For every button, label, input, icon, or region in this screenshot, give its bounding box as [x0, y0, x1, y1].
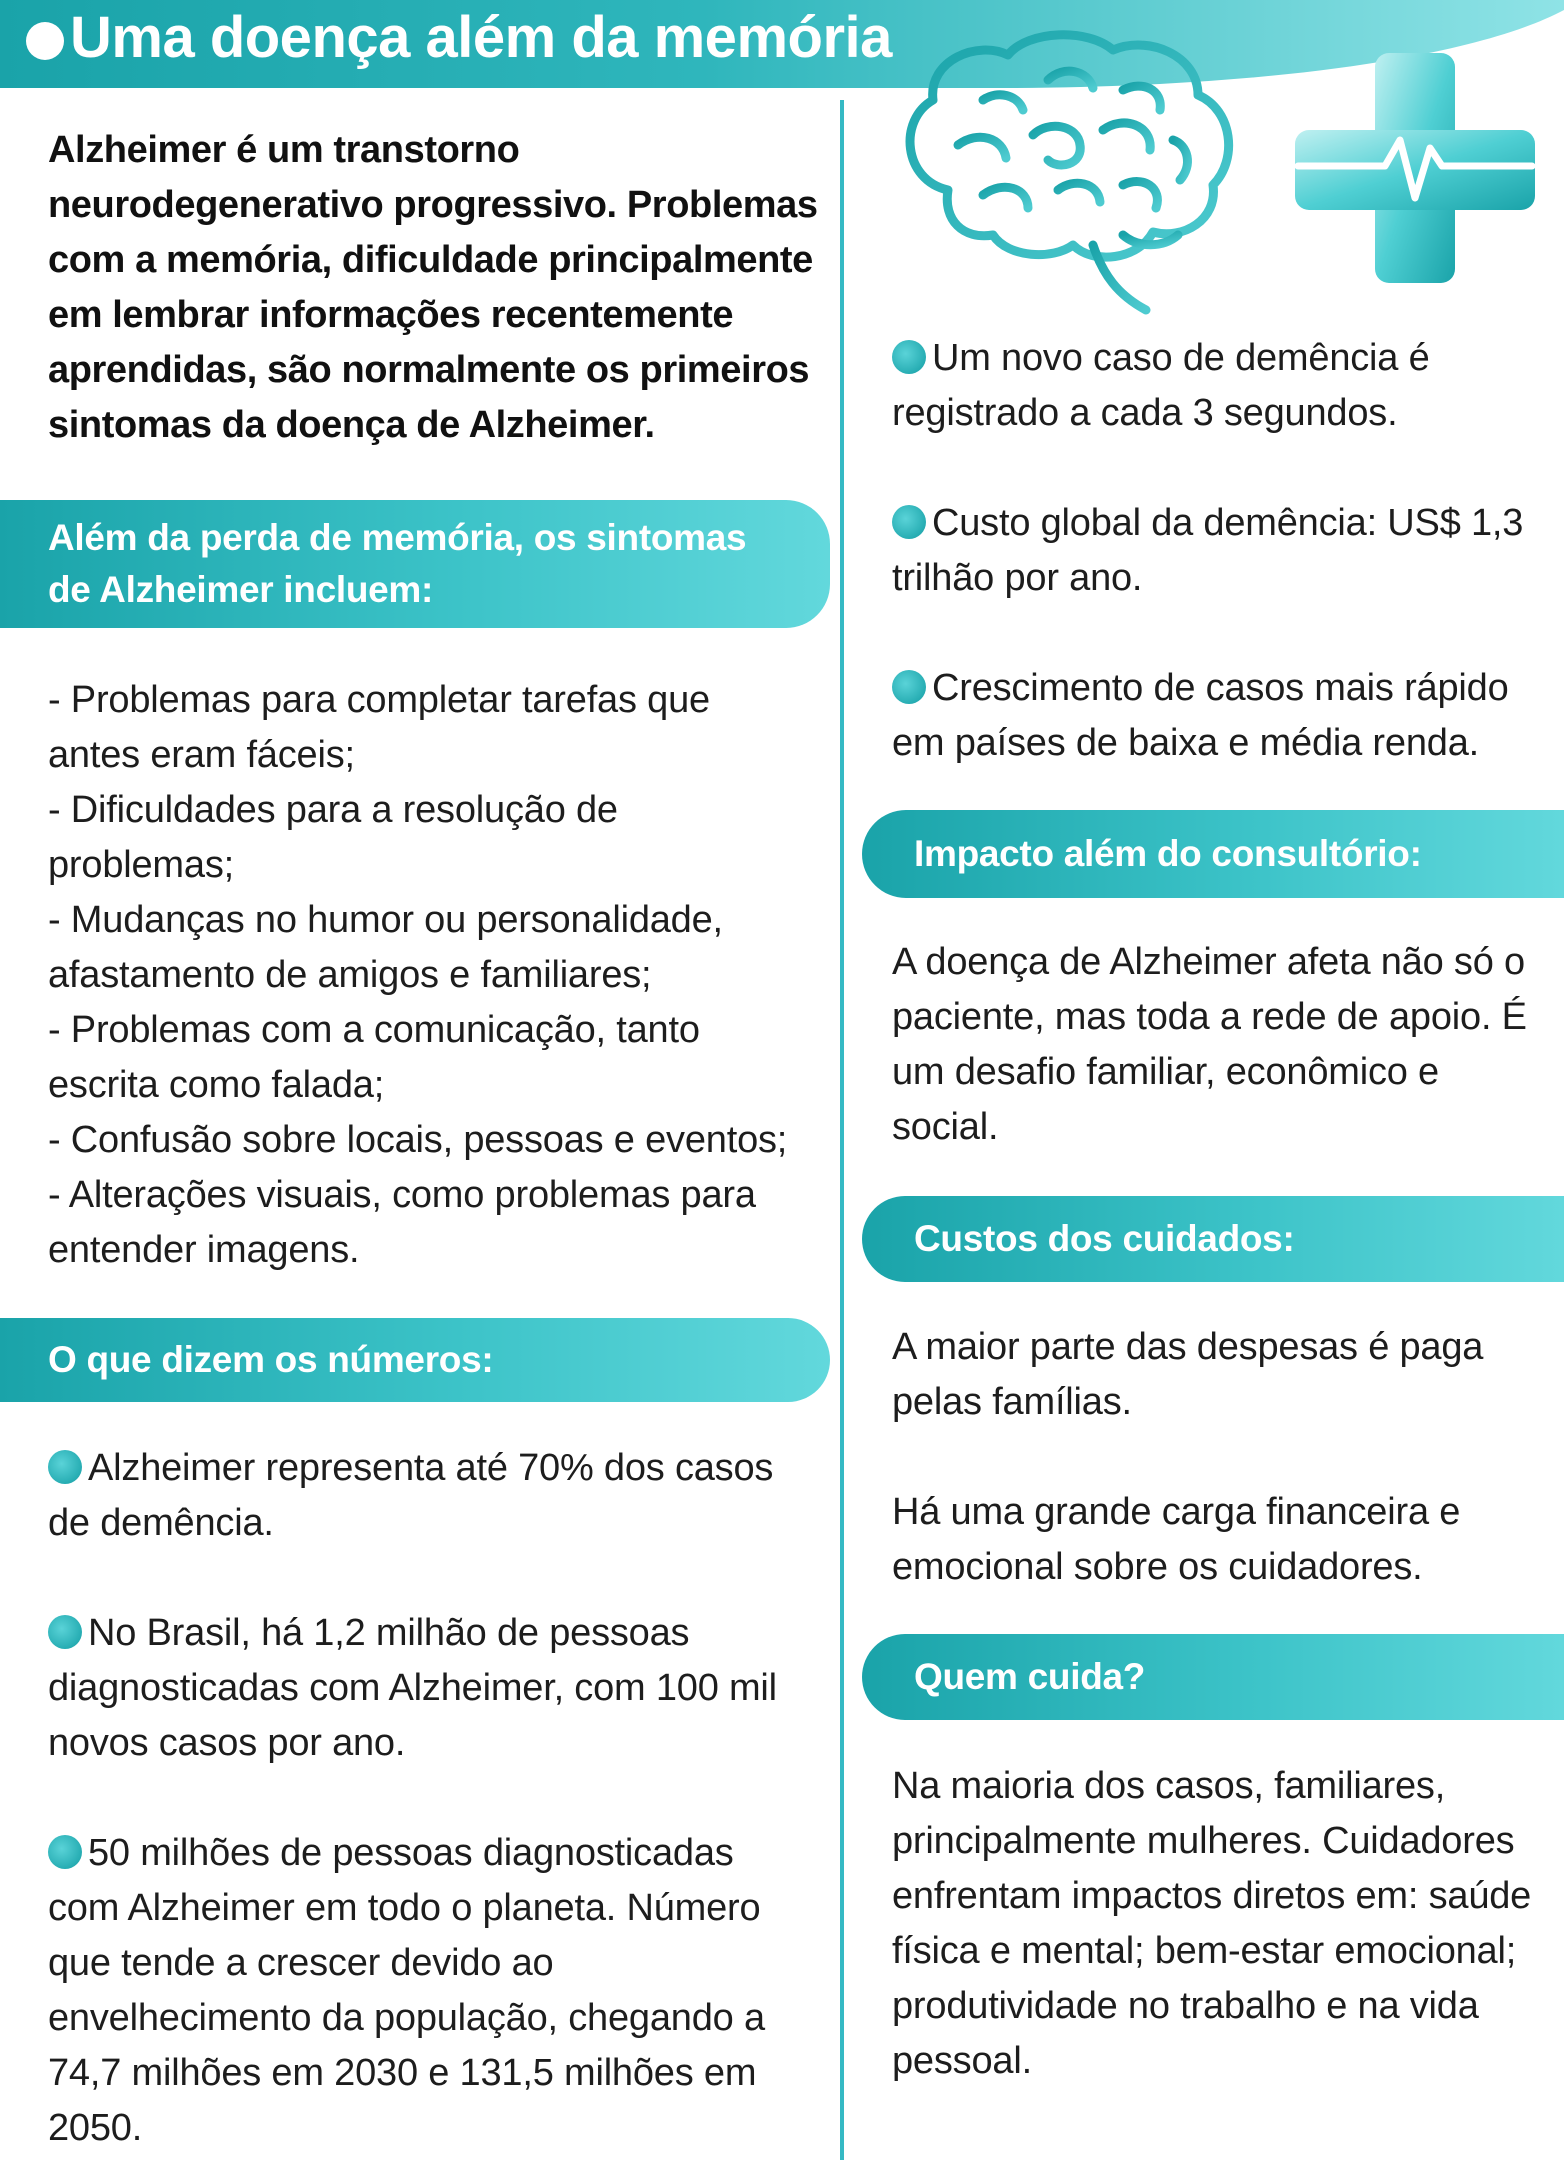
bullet-dot-icon	[892, 505, 926, 539]
facts-item-line: Um novo caso de demência é	[932, 337, 1430, 379]
page-title: Uma doença além da memória	[70, 5, 892, 70]
symptoms-list	[48, 673, 787, 1278]
symptom-line: entender imagens.	[48, 1229, 360, 1271]
facts-item-line: Crescimento de casos mais rápido	[932, 667, 1509, 709]
numbers-item-line: 74,7 milhões em 2030 e 131,5 milhões em	[48, 2052, 757, 2094]
costs-paragraph-1	[892, 1320, 1483, 1430]
impact-paragraph	[892, 935, 1527, 1155]
facts-item-2	[892, 496, 1523, 606]
numbers-item-1	[48, 1441, 773, 1551]
intro-line: aprendidas, são normalmente os primeiros	[48, 349, 810, 391]
numbers-item-line: diagnosticadas com Alzheimer, com 100 mil	[48, 1667, 777, 1709]
symptom-line: antes eram fáceis;	[48, 734, 355, 776]
column-divider	[840, 100, 844, 2160]
impact-heading-text: Impacto além do consultório:	[914, 833, 1422, 874]
numbers-item-line: envelhecimento da população, chegando a	[48, 1997, 765, 2039]
symptom-line: escrita como falada;	[48, 1064, 385, 1106]
facts-item-3	[892, 661, 1509, 771]
symptom-line: - Mudanças no humor ou personalidade,	[48, 899, 723, 941]
caregivers-paragraph	[892, 1759, 1531, 2089]
numbers-heading	[0, 1318, 830, 1402]
bullet-dot-icon	[892, 670, 926, 704]
impact-heading	[862, 810, 1564, 898]
intro-line: sintomas da doença de Alzheimer.	[48, 404, 655, 446]
symptom-line: - Alterações visuais, como problemas para	[48, 1174, 756, 1216]
intro-paragraph	[48, 123, 818, 453]
medical-cross-icon	[1290, 48, 1540, 288]
intro-line: com a memória, dificuldade principalmente	[48, 239, 813, 281]
caregivers-heading-text: Quem cuida?	[914, 1656, 1146, 1697]
brain-icon	[888, 20, 1248, 320]
symptom-line: afastamento de amigos e familiares;	[48, 954, 652, 996]
symptom-line: - Problemas para completar tarefas que	[48, 679, 710, 721]
costs-heading-text: Custos dos cuidados:	[914, 1218, 1295, 1259]
costs-line: pelas famílias.	[892, 1381, 1132, 1423]
bullet-dot-icon	[48, 1450, 82, 1484]
symptom-line: problemas;	[48, 844, 234, 886]
bullet-dot-icon	[48, 1615, 82, 1649]
numbers-item-2	[48, 1606, 777, 1771]
caregivers-line: enfrentam impactos diretos em: saúde	[892, 1875, 1532, 1917]
costs-paragraph-2	[892, 1485, 1460, 1595]
numbers-item-line: 50 milhões de pessoas diagnosticadas	[88, 1832, 734, 1874]
bullet-dot-icon	[892, 340, 926, 374]
symptoms-heading-line: de Alzheimer incluem:	[48, 569, 434, 610]
symptoms-heading-line: Além da perda de memória, os sintomas	[48, 517, 747, 558]
symptom-line: - Dificuldades para a resolução de	[48, 789, 618, 831]
costs-heading	[862, 1196, 1564, 1282]
symptom-line: - Problemas com a comunicação, tanto	[48, 1009, 700, 1051]
numbers-item-line: 2050.	[48, 2107, 143, 2149]
numbers-item-line: que tende a crescer devido ao	[48, 1942, 554, 1984]
facts-item-line: trilhão por ano.	[892, 557, 1143, 599]
caregivers-line: física e mental; bem-estar emocional;	[892, 1930, 1517, 1972]
numbers-item-line: Alzheimer representa até 70% dos casos	[88, 1447, 774, 1489]
costs-line: Há uma grande carga financeira e	[892, 1491, 1461, 1533]
costs-line: A maior parte das despesas é paga	[892, 1326, 1484, 1368]
bullet-dot-icon	[48, 1835, 82, 1869]
impact-line: paciente, mas toda a rede de apoio. É	[892, 996, 1527, 1038]
facts-item-line: registrado a cada 3 segundos.	[892, 392, 1398, 434]
caregivers-heading	[862, 1634, 1564, 1720]
numbers-item-line: de demência.	[48, 1502, 274, 1544]
caregivers-line: pessoal.	[892, 2040, 1032, 2082]
intro-line: em lembrar informações recentemente	[48, 294, 734, 336]
intro-line: neurodegenerativo progressivo. Problemas	[48, 184, 818, 226]
caregivers-line: principalmente mulheres. Cuidadores	[892, 1820, 1515, 1862]
symptoms-heading	[0, 500, 830, 628]
symptom-line: - Confusão sobre locais, pessoas e eventos;	[48, 1119, 788, 1161]
facts-item-line: Custo global da demência: US$ 1,3	[932, 502, 1524, 544]
impact-line: A doença de Alzheimer afeta não só o	[892, 941, 1525, 983]
facts-item-1	[892, 331, 1430, 441]
caregivers-line: Na maioria dos casos, familiares,	[892, 1765, 1446, 1807]
impact-line: social.	[892, 1106, 999, 1148]
facts-item-line: em países de baixa e média renda.	[892, 722, 1479, 764]
costs-line: emocional sobre os cuidadores.	[892, 1546, 1423, 1588]
intro-line: Alzheimer é um transtorno	[48, 129, 520, 171]
impact-line: um desafio familiar, econômico e	[892, 1051, 1439, 1093]
numbers-item-line: com Alzheimer em todo o planeta. Número	[48, 1887, 761, 1929]
numbers-item-3	[48, 1826, 765, 2156]
numbers-item-line: No Brasil, há 1,2 milhão de pessoas	[88, 1612, 690, 1654]
numbers-heading-text: O que dizem os números:	[48, 1339, 494, 1380]
caregivers-line: produtividade no trabalho e na vida	[892, 1985, 1479, 2027]
header-bullet-dot	[26, 22, 64, 60]
numbers-item-line: novos casos por ano.	[48, 1722, 406, 1764]
